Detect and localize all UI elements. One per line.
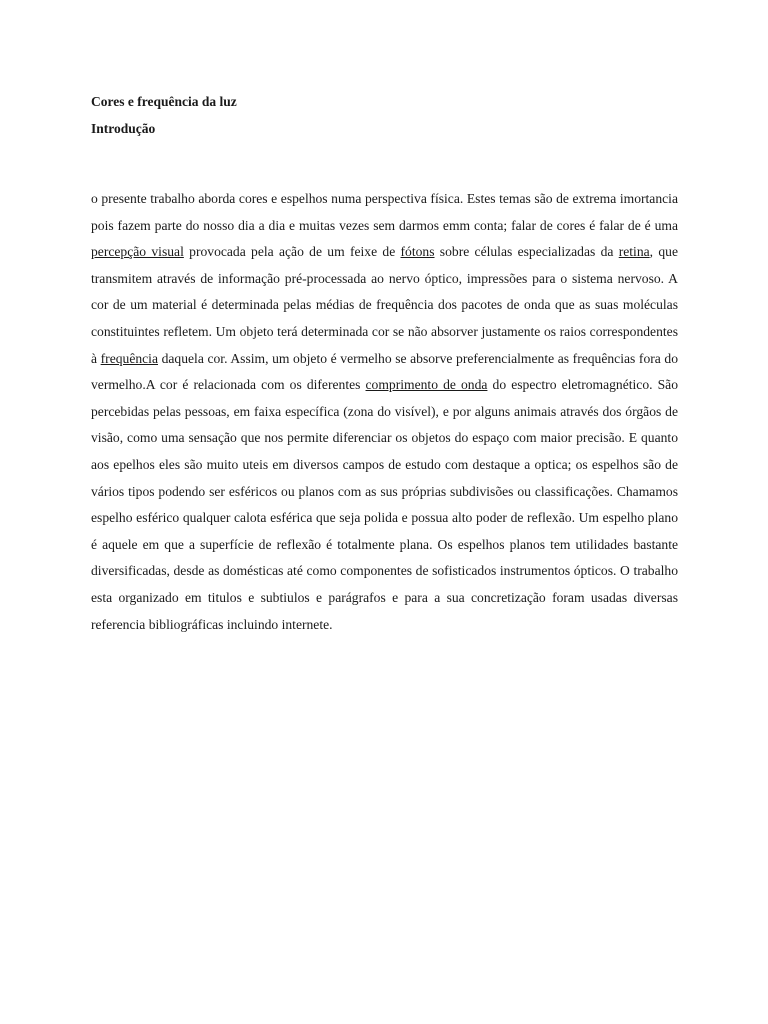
paragraph-text: provocada pela ação de um feixe de bbox=[183, 244, 401, 260]
link-percepcao-visual[interactable]: percepção visual bbox=[91, 244, 184, 260]
paragraph-text: o presente trabalho aborda cores e espelhos numa perspectiva física. Estes temas são de extrema imortancia pois fazem parte do nosso dia a dia e muitas vezes sem darmos emm conta; falar de cores é falar de é uma bbox=[91, 191, 678, 233]
document-title: Cores e frequência da luz bbox=[91, 94, 237, 109]
body-paragraph bbox=[91, 186, 678, 638]
link-frequencia[interactable]: frequência bbox=[100, 350, 158, 366]
link-fotons[interactable]: fótons bbox=[400, 244, 435, 260]
link-retina[interactable]: retina bbox=[618, 244, 650, 260]
paragraph-text: do espectro eletromagnético. São percebidas pelas pessoas, em faixa específica (zona do visível), e por alguns animais através dos órgãos de visão, como uma sensação que nos permite diferenciar os objetos do espaço com maior precisão. E quanto aos epelhos eles são muito uteis em diversos campos de estudo com destaque a optica; os espelhos são de vários tipos podendo ser esféricos ou planos com as sus próprias subdivisões ou classificações. Chamamos espelho esférico qualquer calota esférica que seja polida e possua alto poder de reflexão. Um espelho plano é aquele em que a superfície de reflexão é totalmente plana. Os espelhos planos tem utilidades bastante diversificadas, desde as domésticas até como componentes de sofisticados instrumentos ópticos. O trabalho esta organizado em titulos e subtiulos e parágrafos e para a sua concretização foram usadas diversas referencia bibliográficas incluindo internete. bbox=[91, 377, 679, 632]
link-comprimento-de-onda[interactable]: comprimento de onda bbox=[365, 377, 488, 393]
paragraph-text: sobre células especializadas da bbox=[434, 244, 619, 260]
paragraph-text: daquela cor. Assim, um objeto é vermelho se absorve preferencialmente as frequências fora do vermelho.A cor é relacionada com os diferentes bbox=[91, 350, 678, 393]
paragraph-text: , que transmitem através de informação pré-processada ao nervo óptico, impressões para o sistema nervoso. A cor de um material é determinada pelas médias de frequência dos pacotes de onda que as suas moléculas constituintes refletem. Um objeto terá determinada cor se não absorver justamente os raios correspondentes à bbox=[91, 244, 678, 366]
section-heading: Introdução bbox=[91, 121, 156, 136]
